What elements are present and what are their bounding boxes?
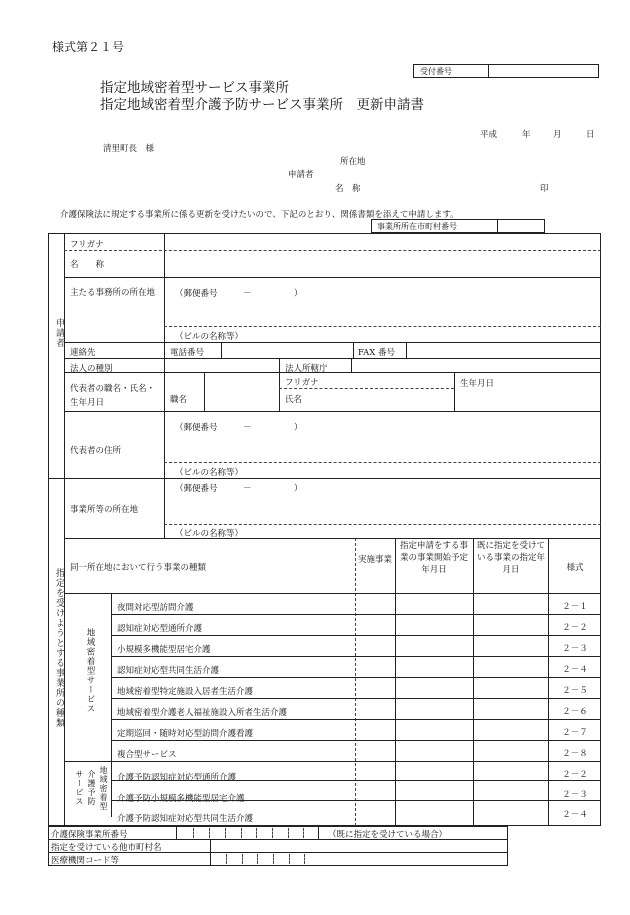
service-row-name: 定期巡回・随時対応型訪問介護看護: [117, 729, 254, 739]
service-row-name: 複合型サービス: [117, 750, 177, 760]
service-row-name: 介護予防認知症対応型通所介護: [117, 773, 237, 783]
insurance-number-note: （既に指定を受けている場合）: [328, 830, 448, 840]
group1-label: 地域密着型サービス: [85, 628, 95, 714]
designation-section-label: 指定を受けようとする事業所の種類: [54, 568, 64, 728]
service-type-header: 同一所在地において行う事業の種類: [70, 563, 207, 573]
service-row-name: 小規模多機能型居宅介護: [117, 645, 211, 655]
service-row-name: 認知症対応型共同生活介護: [117, 666, 220, 676]
group2-label-b: 介護予防: [87, 770, 96, 806]
applicant-name-label: 名 称: [335, 184, 361, 194]
service-row-form: ２－２: [562, 623, 588, 633]
intro-text: 介護保険法に規定する事業所に係る更新を受けたいので、下記のとおり、関係書類を添えて申請します。: [60, 210, 459, 220]
fax-label: FAX 番号: [358, 348, 396, 358]
col-implement-header: 実施事業: [357, 555, 392, 565]
title-line2: 指定地域密着型介護予防サービス事業所 更新申請書: [100, 97, 424, 113]
corp-authority-label: 法人所轄庁: [285, 364, 328, 374]
rep-birth-label: 生年月日: [460, 379, 495, 389]
insurance-number-label: 介護保険事業所番号: [51, 830, 128, 840]
service-row-form: ２－２: [562, 770, 588, 780]
service-row-form: ２－４: [562, 665, 588, 675]
service-row-form: ２－７: [562, 728, 588, 738]
service-row-form: ２－８: [562, 749, 588, 759]
group2-label-a: 地域密着型: [99, 766, 108, 811]
office-postal: （郵便番号 － ）: [175, 484, 303, 494]
group2-label-c: サービス: [75, 770, 84, 806]
applicant-label: 申請者: [288, 170, 314, 180]
other-municipality-label: 指定を受けている他市町村名: [51, 843, 162, 853]
rep-address-building: （ビルの名称等）: [175, 468, 244, 478]
service-row-name: 地域密着型特定施設入居者生活介護: [117, 687, 254, 697]
service-row-name: 地域密着型介護老人福祉施設入所者生活介護: [117, 708, 288, 718]
col-start-date-header: 指定申請をする事業の事業開始予定年月日: [399, 541, 468, 575]
rep-address-postal: （郵便番号 － ）: [175, 423, 303, 433]
main-office-postal: （郵便番号 － ）: [175, 289, 303, 299]
col-form-header: 様式: [566, 563, 584, 573]
service-row-form: ２－３: [562, 790, 588, 800]
addressee: 清里町長 様: [103, 144, 155, 154]
date-year: 年: [522, 130, 531, 140]
form-number: 様式第２１号: [52, 40, 125, 54]
seal-mark: 印: [540, 184, 549, 194]
main-office-building: （ビルの名称等）: [175, 332, 244, 342]
service-row-form: ２－５: [562, 686, 588, 696]
date-day: 日: [586, 130, 595, 140]
date-era: 平成: [480, 130, 498, 140]
service-row-name: 介護予防小規模多機能型居宅介護: [117, 794, 245, 804]
service-row-name: 認知症対応型通所介護: [117, 624, 203, 634]
representative-label: 代表者の職名・氏名・生年月日: [70, 384, 156, 408]
applicant-location-label: 所在地: [340, 157, 366, 167]
furigana-label: フリガナ: [70, 240, 104, 250]
date-month: 月: [553, 130, 562, 140]
corp-type-label: 法人の種別: [70, 364, 113, 374]
receipt-number-label: 受付番号: [420, 67, 452, 76]
rep-name-label: 氏名: [285, 395, 303, 405]
main-office-label: 主たる事務所の所在地: [70, 288, 156, 298]
service-row-name: 介護予防認知症対応型共同生活介護: [117, 814, 254, 824]
office-location-label: 事業所等の所在地: [70, 505, 139, 515]
contact-label: 連絡先: [70, 348, 96, 358]
phone-label: 電話番号: [170, 348, 205, 358]
service-row-form: ２－４: [562, 810, 588, 820]
service-row-form: ２－１: [562, 602, 588, 612]
rep-furigana-label: フリガナ: [285, 378, 319, 388]
title-line1: 指定地域密着型サービス事業所: [100, 80, 289, 96]
rep-title-label: 職名: [170, 395, 188, 405]
name-field-label: 名 称: [70, 260, 105, 270]
col-existing-date-header: 既に指定を受けている事業の指定年月日: [476, 541, 545, 575]
service-row-form: ２－６: [562, 707, 588, 717]
medical-code-label: 医療機関コード等: [51, 856, 120, 866]
office-building: （ビルの名称等）: [175, 529, 244, 539]
service-row-name: 夜間対応型訪問介護: [117, 603, 194, 613]
applicant-section-label: 申請者: [54, 318, 64, 348]
municipality-code-label: 事業所所在市町村番号: [377, 222, 457, 231]
service-row-form: ２－３: [562, 644, 588, 654]
rep-address-label: 代表者の住所: [70, 446, 122, 456]
